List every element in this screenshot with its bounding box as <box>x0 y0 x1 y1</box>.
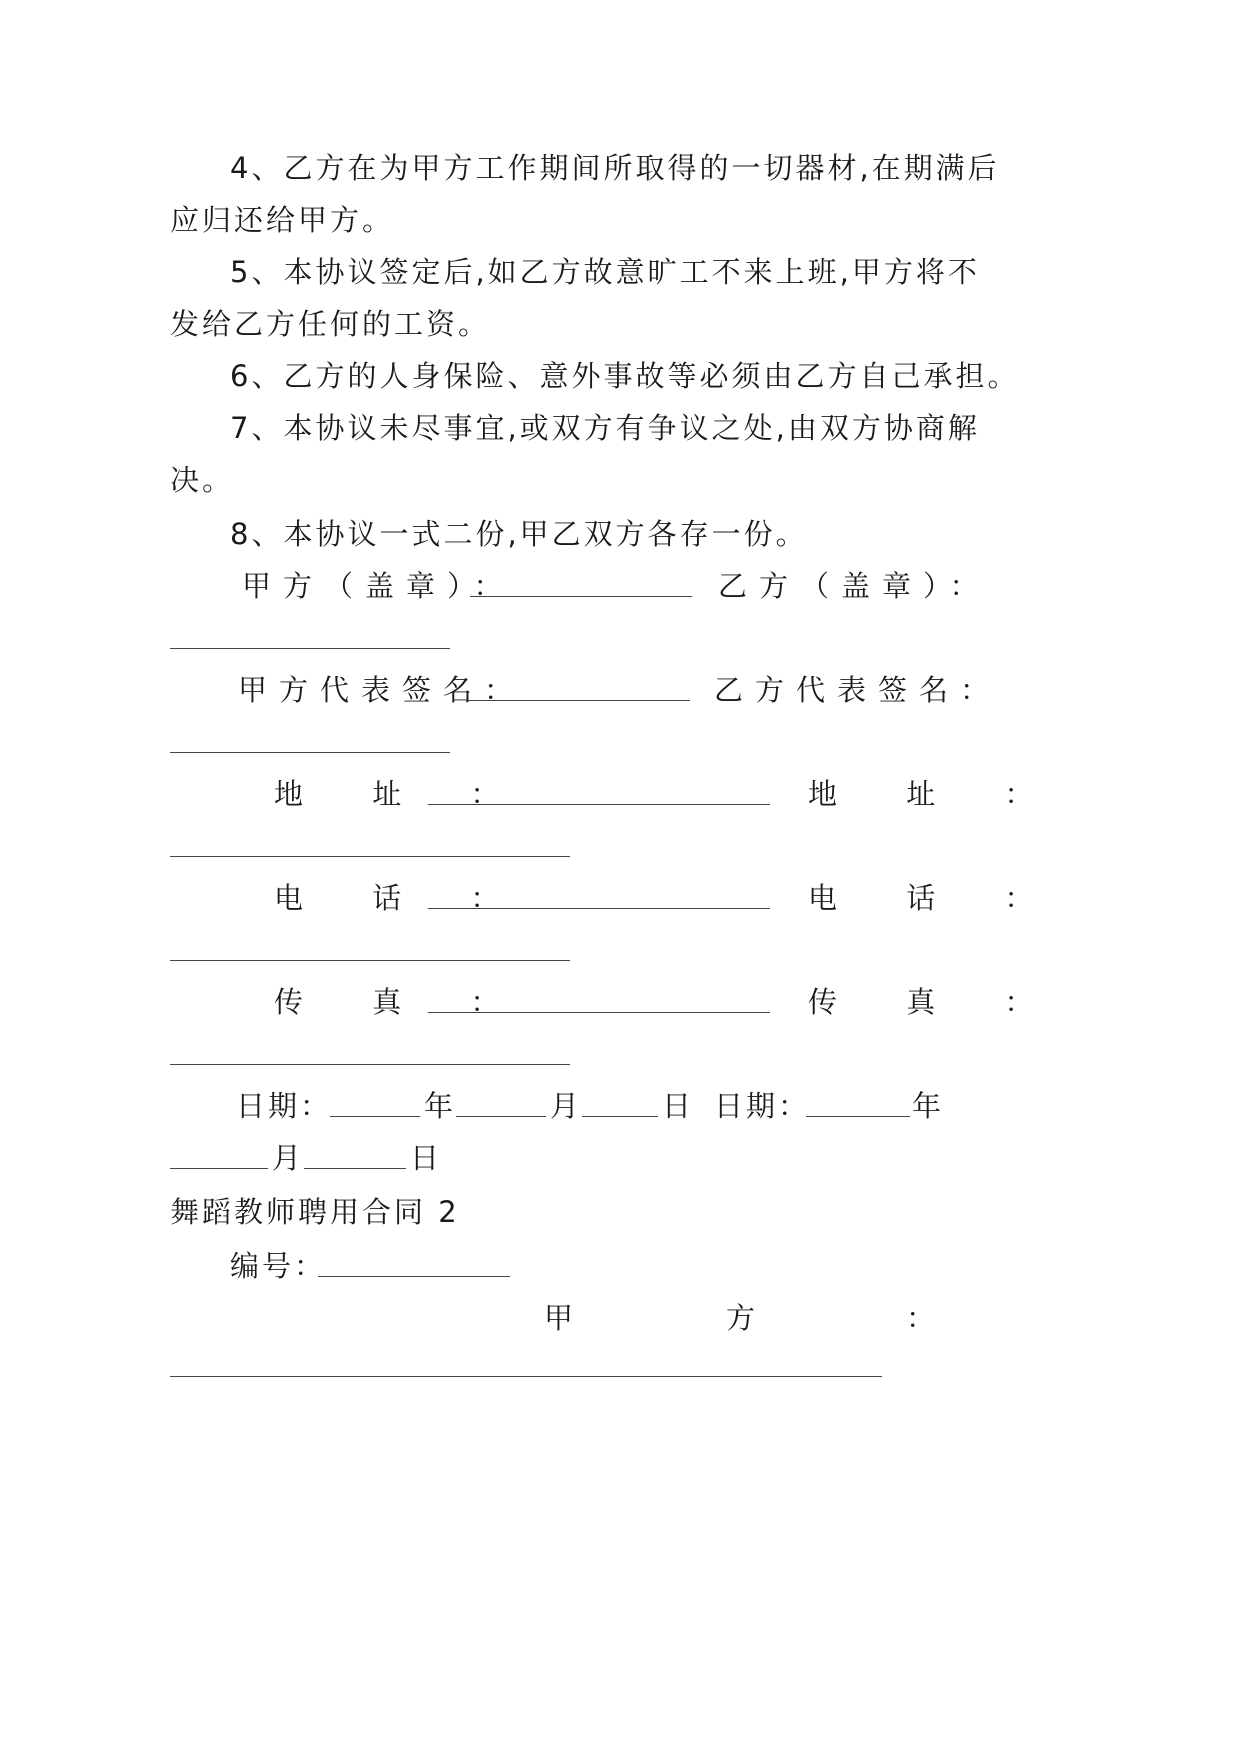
clause-5-line-1: 5、本协议签定后,如乙方故意旷工不来上班,甲方将不 <box>230 255 980 289</box>
party-a-date-label: 日期： <box>236 1089 333 1123</box>
party-a-seal-label: 甲方（盖章）： <box>242 569 515 603</box>
party-a-year-char: 年 <box>424 1089 457 1123</box>
clause-7-line-2: 决。 <box>170 463 235 497</box>
party-a-address-blank <box>428 804 770 805</box>
party-a-day-blank <box>582 1116 658 1117</box>
clause-7-line-1: 7、本协议未尽事宜,或双方有争议之处,由双方协商解 <box>230 411 980 445</box>
party-b-rep-blank <box>170 752 450 753</box>
party-b-address-label: 地 址 ： <box>808 777 1064 811</box>
contract-number-blank <box>318 1276 510 1277</box>
party-a-month-blank <box>456 1116 546 1117</box>
party-b-address-blank <box>170 856 570 857</box>
party-b-year-blank <box>806 1116 910 1117</box>
party-b-day-char: 日 <box>410 1141 443 1175</box>
clause-4-line-2: 应归还给甲方。 <box>170 203 395 237</box>
contract-2-title: 舞蹈教师聘用合同 2 <box>170 1195 460 1229</box>
party-b-year-char: 年 <box>912 1089 945 1123</box>
party-a-year-blank <box>330 1116 420 1117</box>
clause-6: 6、乙方的人身保险、意外事故等必须由乙方自己承担。 <box>230 359 1020 393</box>
party-b-rep-label: 乙方代表签名： <box>714 673 1002 707</box>
party-b-phone-label: 电 话 ： <box>808 881 1064 915</box>
party-a-fax-blank <box>428 1012 770 1013</box>
party-a-phone-label: 电 话 ： <box>274 881 530 915</box>
party-a-rep-label: 甲方代表签名： <box>238 673 526 707</box>
party-b-phone-blank <box>170 960 570 961</box>
party-b-fax-label: 传 真 ： <box>808 985 1064 1019</box>
party-a-month-char: 月 <box>550 1089 583 1123</box>
party-b-month-blank <box>170 1168 268 1169</box>
party-b-seal-blank <box>170 648 450 649</box>
party-b-date-label: 日期： <box>714 1089 811 1123</box>
party-a-seal-blank <box>470 596 692 597</box>
contract-2-party-a-blank <box>170 1376 882 1377</box>
party-a-day-char: 日 <box>662 1089 695 1123</box>
party-b-fax-blank <box>170 1064 570 1065</box>
contract-2-party-a-char-1: 甲 <box>544 1301 577 1335</box>
clause-8: 8、本协议一式二份,甲乙双方各存一份。 <box>230 517 808 551</box>
contract-2-party-a-colon: ： <box>906 1301 939 1335</box>
party-b-day-blank <box>304 1168 406 1169</box>
party-a-fax-label: 传 真 ： <box>274 985 530 1019</box>
contract-2-party-a-char-2: 方 <box>726 1301 759 1335</box>
party-b-seal-label: 乙方（盖章）： <box>718 569 991 603</box>
clause-5-line-2: 发给乙方任何的工资。 <box>170 307 491 341</box>
contract-number-label: 编号： <box>230 1249 327 1283</box>
clause-4-line-1: 4、乙方在为甲方工作期间所取得的一切器材,在期满后 <box>230 151 1000 185</box>
party-a-address-label: 地 址 ： <box>274 777 530 811</box>
party-a-rep-blank <box>468 700 690 701</box>
party-b-month-char: 月 <box>272 1141 305 1175</box>
party-a-phone-blank <box>428 908 770 909</box>
